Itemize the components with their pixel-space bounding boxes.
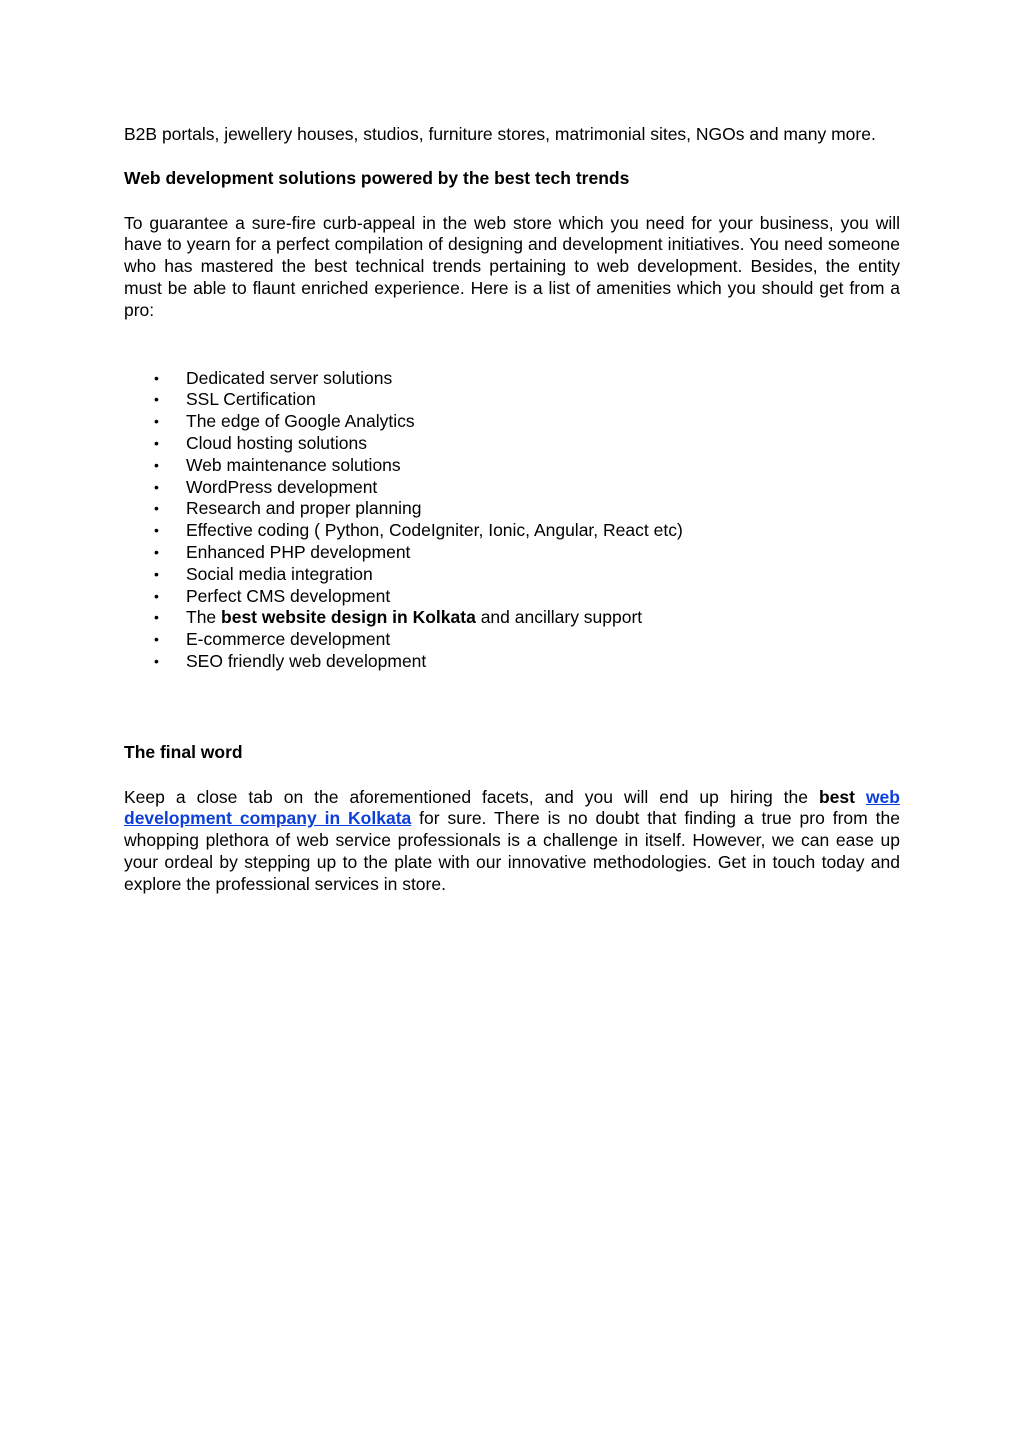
list-item	[124, 564, 900, 586]
list-item	[124, 520, 900, 542]
list-item	[124, 651, 900, 673]
list-item-text: SEO friendly web development	[186, 650, 427, 671]
bullet-icon: •	[154, 609, 159, 626]
list-item-text: Dedicated server solutions	[186, 367, 393, 388]
list-item	[124, 477, 900, 499]
list-item-text: Cloud hosting solutions	[186, 432, 367, 453]
document-page	[124, 124, 900, 896]
final-text-before: Keep a close tab on the aforementioned facets, and you will end up hiring the	[124, 786, 819, 807]
bullet-icon: •	[154, 500, 159, 517]
section-heading-final-word: The final word	[124, 741, 243, 762]
list-item-text: Perfect CMS development	[186, 585, 391, 606]
intro-paragraph: B2B portals, jewellery houses, studios, furniture stores, matrimonial sites, NGOs and many more.	[124, 124, 876, 144]
list-item-bold-text: best website design in Kolkata	[221, 607, 476, 628]
list-item-suffix: and ancillary support	[475, 607, 643, 628]
list-item-text: Social media integration	[186, 563, 373, 584]
list-item-text: Effective coding ( Python, CodeIgniter, Ionic, Angular, React etc)	[186, 520, 683, 541]
final-bold-word: best	[818, 786, 855, 807]
bullet-icon: •	[154, 652, 159, 669]
bullet-icon: •	[154, 391, 159, 408]
list-item-text: WordPress development	[186, 476, 378, 497]
amenities-list	[124, 368, 900, 673]
list-item	[124, 498, 900, 520]
list-item	[124, 411, 900, 433]
list-item-text: Research and proper planning	[186, 498, 422, 519]
bullet-icon: •	[154, 478, 159, 495]
bullet-icon: •	[154, 434, 159, 451]
list-item	[124, 586, 900, 608]
bullet-icon: •	[154, 543, 159, 560]
section-heading-web-development: Web development solutions powered by the best tech trends	[124, 167, 630, 188]
bullet-icon: •	[154, 456, 159, 473]
list-item-text: SSL Certification	[186, 389, 316, 410]
bullet-icon: •	[154, 587, 159, 604]
list-item-text: E-commerce development	[186, 629, 391, 650]
list-item-text: The edge of Google Analytics	[186, 411, 415, 432]
bullet-icon: •	[154, 565, 159, 582]
list-item	[124, 629, 900, 651]
bullet-icon: •	[154, 522, 159, 539]
list-item-website-design	[124, 607, 900, 629]
bullet-icon: •	[154, 369, 159, 386]
web-development-company-link[interactable]: web development company in Kolkata	[124, 786, 900, 829]
list-item	[124, 455, 900, 477]
list-item	[124, 368, 900, 390]
list-item-prefix: The	[186, 607, 222, 628]
list-item-text: Web maintenance solutions	[186, 454, 401, 475]
list-item	[124, 542, 900, 564]
final-paragraph	[124, 787, 900, 896]
bullet-icon: •	[154, 631, 159, 648]
list-item-text: Enhanced PHP development	[186, 541, 411, 562]
final-text-after: for sure. There is no doubt that finding a true pro from the whopping plethora of web service professionals is a challenge in itself. However, we can ease up your ordeal by stepping up to the plate with our innovative methodologies. Get in touch today and explore the professional services in store.	[124, 808, 900, 894]
list-item	[124, 433, 900, 455]
amenities-intro-paragraph: To guarantee a sure-fire curb-appeal in the web store which you need for your business, you will have to yearn for a perfect compilation of designing and development initiatives. You need someone who has mastered the best technical trends pertaining to web development. Besides, the entity must be able to flaunt enriched experience. Here is a list of amenities which you should get from a pro:	[124, 212, 900, 320]
bullet-icon: •	[154, 413, 159, 430]
list-item	[124, 389, 900, 411]
